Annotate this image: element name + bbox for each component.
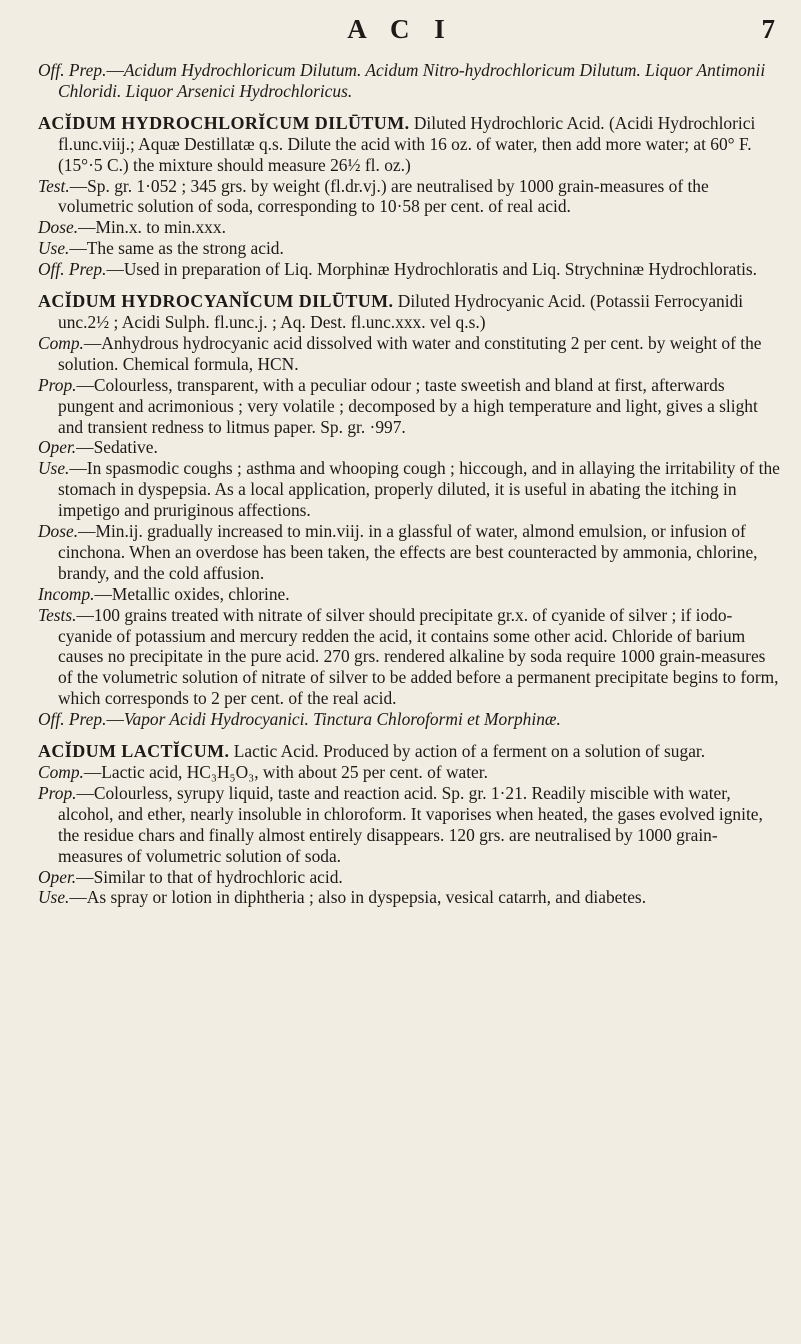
section-label: Oper. <box>38 437 77 458</box>
section-label: Dose. <box>38 217 79 238</box>
label-separator: — <box>76 782 94 803</box>
section-label: Comp. <box>38 762 84 782</box>
section-label: Prop. <box>38 374 77 395</box>
section-text: 100 grains treated with nitrate of silver should precipitate gr.x. of cyanide of silver ; if iodo-cyanide of potassium and mercury redden the acid, it contains some other acid. Chloride of barium causes no precipitate in the pure acid. 270 grs. rendered alkaline by soda require 1000 grain-measures of the volumetric solution of nitrate of silver to be added before a permanent precipitate begins to form, which corresponds to 2 per cent. of the real acid. <box>58 604 779 709</box>
section-label: Test. <box>38 175 70 196</box>
label-separator: — <box>94 583 112 604</box>
entry-section-paragraph <box>38 217 780 238</box>
entry-heading-paragraph <box>38 291 780 333</box>
section-text: In spasmodic coughs ; asthma and whooping cough ; hiccough, and in allaying the irritability of the stomach in dyspepsia. As a local application, properly diluted, it is useful in abating the itching in impetigo and pruriginous affections. <box>58 458 780 521</box>
section-text: Anhydrous hydrocyanic acid dissolved with water and constituting 2 per cent. by weight of the solution. Chemical formula, HCN. <box>58 332 762 374</box>
entry-section-paragraph <box>38 458 780 521</box>
section-text: Colourless, transparent, with a peculiar odour ; taste sweetish and bland at first, afterwards pungent and acrimonious ; very volatile ; decomposed by a high temperature and light, gives a slight and transient redness to litmus paper. Sp. gr. ·997. <box>58 374 758 437</box>
label-separator: — <box>76 866 94 887</box>
section-label: Use. <box>38 458 70 479</box>
section-label: Off. Prep. <box>38 60 107 80</box>
section-label: Off. Prep. <box>38 259 107 280</box>
entry-section-paragraph <box>38 375 780 438</box>
label-separator: — <box>76 604 94 625</box>
label-separator: — <box>69 458 87 479</box>
entry-heading-paragraph <box>38 113 780 176</box>
section-text: Used in preparation of Liq. Morphinæ Hydrochloratis and Liq. Strychninæ Hydrochloratis. <box>123 259 758 280</box>
label-separator: — <box>69 238 87 259</box>
entry-term: ACĬDUM HYDROCHLORĬCUM DILŪTUM. <box>38 112 410 133</box>
entry-section-paragraph <box>38 60 780 102</box>
entry-section-paragraph <box>38 867 780 888</box>
section-label: Oper. <box>38 866 77 887</box>
label-separator: — <box>76 374 94 395</box>
page-body <box>38 60 780 908</box>
entry-section-paragraph <box>38 521 780 584</box>
section-label: Comp. <box>38 332 84 353</box>
section-text: Lactic acid, HC₃H₅O₃, with about 25 per cent. of water. <box>101 762 488 782</box>
section-label: Prop. <box>38 782 77 803</box>
section-label: Tests. <box>38 604 77 625</box>
entry-section-paragraph <box>38 584 780 605</box>
section-label: Dose. <box>38 521 79 542</box>
section-text: Diluted Hydrochloric Acid. (Acidi Hydrochlorici fl.unc.viij.; Aquæ Destillatæ q.s. Dilute the acid with 16 oz. of water, then add more water; at 60° F. (15°·5 C.) the mixture should measure 26½ fl. oz.) <box>58 112 756 175</box>
entry-section-paragraph <box>38 762 780 783</box>
entry-term: ACĬDUM HYDROCYANĬCUM DILŪTUM. <box>38 291 394 312</box>
entry-section-paragraph <box>38 605 780 710</box>
entry-section-paragraph <box>38 437 780 458</box>
entry-section-paragraph <box>38 333 780 375</box>
entry-section-paragraph <box>38 176 780 218</box>
section-text: Diluted Hydrocyanic Acid. (Potassii Ferrocyanidi unc.2½ ; Acidi Sulph. fl.unc.j. ; Aq. Dest. fl.unc.xxx. vel q.s.) <box>58 291 744 332</box>
section-text: Lactic Acid. Produced by action of a ferment on a solution of sugar. <box>229 741 706 762</box>
label-separator: — <box>69 175 88 196</box>
label-separator: — <box>76 437 94 458</box>
entry-section-paragraph <box>38 238 780 259</box>
section-label: Use. <box>38 238 70 259</box>
label-separator: — <box>106 60 124 80</box>
section-text: As spray or lotion in diphtheria ; also in dyspepsia, vesical catarrh, and diabetes. <box>86 887 647 908</box>
entry-section-paragraph <box>38 783 780 867</box>
page-header <box>0 14 801 54</box>
entry-section-paragraph <box>38 709 780 730</box>
label-separator: — <box>69 887 87 908</box>
entry-section-paragraph <box>38 259 780 280</box>
section-text: The same as the strong acid. <box>86 238 284 259</box>
section-text: Similar to that of hydrochloric acid. <box>93 866 343 887</box>
section-label: Off. Prep. <box>38 709 107 730</box>
section-text: Min.ij. gradually increased to min.viij. in a glassful of water, almond emulsion, or infusion of cinchona. When an overdose has been taken, the effects are best counteracted by ammonia, chlorine, brandy, and the cold affusion. <box>58 521 758 583</box>
section-text: Metallic oxides, chlorine. <box>111 583 290 604</box>
section-label: Use. <box>38 887 70 908</box>
label-separator: — <box>78 217 96 238</box>
label-separator: — <box>106 709 124 730</box>
section-text: Min.x. to min.xxx. <box>95 217 226 238</box>
entry-section-paragraph <box>38 887 780 908</box>
label-separator: — <box>78 521 96 542</box>
running-head: A C I <box>347 14 454 44</box>
section-text: Vapor Acidi Hydrocyanici. Tinctura Chloroformi et Morphinæ. <box>123 709 561 730</box>
section-text: Acidum Hydrochloricum Dilutum. Acidum Nitro-hydrochloricum Dilutum. Liquor Antimonii Chloridi. Liquor Arsenici Hydrochloricus. <box>58 60 766 101</box>
page-number: 7 <box>761 14 775 44</box>
entry-term: ACĬDUM LACTĬCUM. <box>38 741 230 762</box>
label-separator: — <box>106 259 124 280</box>
label-separator: — <box>83 332 102 353</box>
section-text: Colourless, syrupy liquid, taste and reaction acid. Sp. gr. 1·21. Readily miscible with water, alcohol, and ether, nearly insoluble in chloroform. It vaporises when heated, the gases evolved ignite, the residue chars and finally almost entirely disappears. 120 grs. are neutralised by 1000 grain-measures of volumetric solution of soda. <box>58 782 763 866</box>
label-separator: — <box>83 762 102 782</box>
section-text: Sedative. <box>93 437 158 458</box>
section-text: Sp. gr. 1·052 ; 345 grs. by weight (fl.dr.vj.) are neutralised by 1000 grain-measures of the volumetric solution of soda, corresponding to 10·58 per cent. of real acid. <box>58 175 709 217</box>
section-label: Incomp. <box>38 583 95 604</box>
entry-heading-paragraph <box>38 741 780 762</box>
